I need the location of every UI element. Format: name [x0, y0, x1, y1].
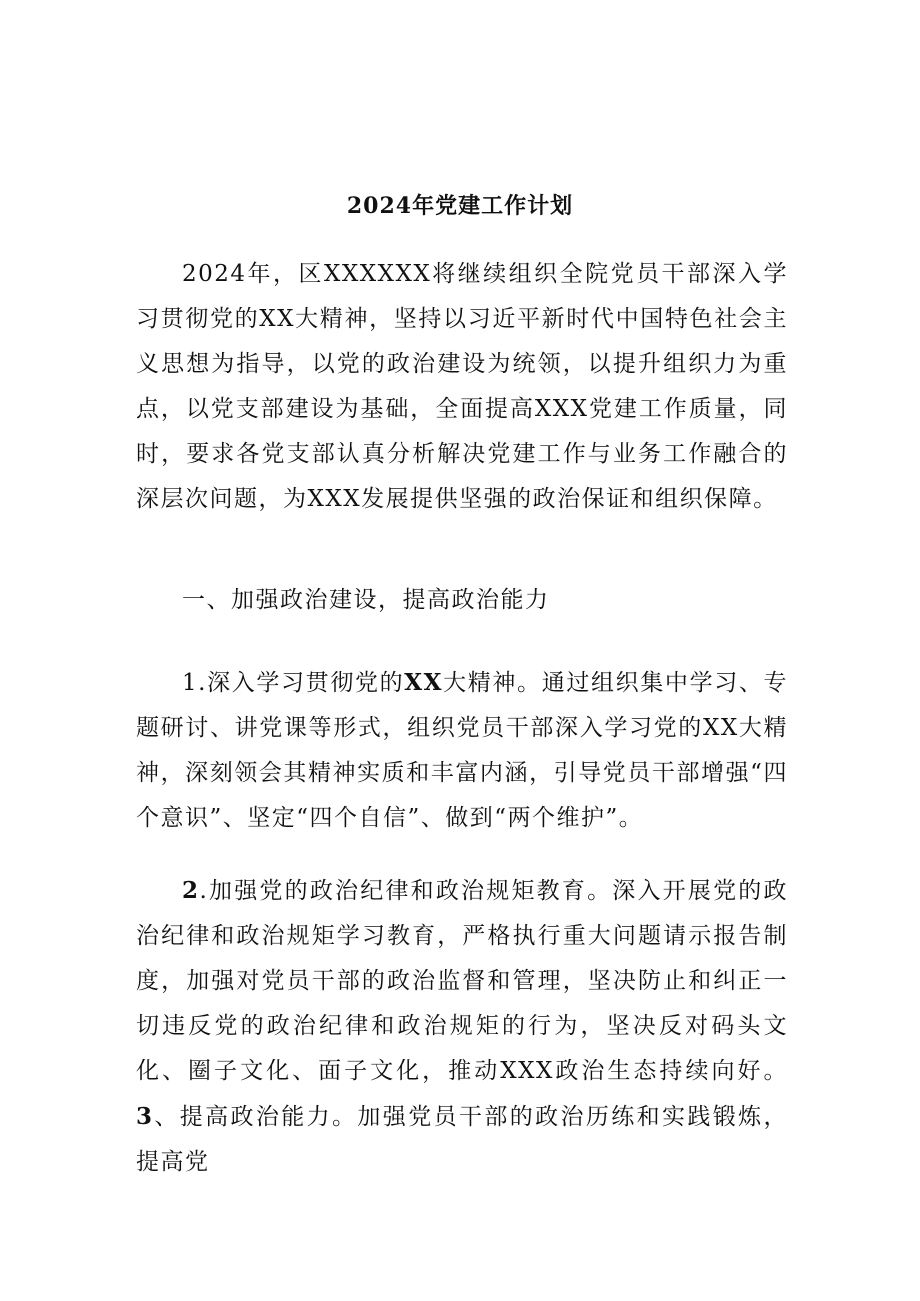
- item-1-lead-bold: XX: [404, 669, 443, 696]
- item-1-paragraph: [136, 660, 788, 841]
- document-title: 2024年党建工作计划: [346, 193, 574, 219]
- item-1-number: 1.: [182, 670, 207, 696]
- item-1-body: 大精神。通过组织集中学习、专题研讨、讲党课等形式，组织党员干部深入学习党的XX大精神，深刻领会其精神实质和丰富内涵，引导党员干部增强“四个意识”、坚定“四个自信”、做到“两个维护”。: [136, 670, 789, 831]
- item-2-paragraph: [136, 868, 788, 1185]
- item-3-body: 、提高政治能力。加强党员干部的政治历练和实践锻炼，提高党: [136, 1104, 788, 1175]
- item-1-lead: 深入学习贯彻党的: [206, 670, 405, 696]
- item-2-number: 2: [182, 877, 200, 904]
- item-3-number: 3: [136, 1103, 154, 1130]
- item-2-body: .加强党的政治纪律和政治规矩教育。深入开展党的政治纪律和政治规矩学习教育，严格执行重大问题请示报告制度，加强对党员干部的政治监督和管理，坚决防止和纠正一切违反党的政治纪律和政治规矩的行为，坚决反对码头文化、圈子文化、面子文化，推动XXX政治生态持续向好。: [136, 878, 788, 1084]
- section-heading-1: 一、加强政治建设，提高政治能力: [182, 587, 550, 613]
- intro-paragraph: 2024年，区XXXXXX将继续组织全院党员干部深入学习贯彻党的XX大精神，坚持以习近平新时代中国特色社会主义思想为指导，以党的政治建设为统领，以提升组织力为重点，以党支部建设为基础，全面提高XXX党建工作质量，同时，要求各党支部认真分析解决党建工作与业务工作融合的深层次问题，为XXX发展提供坚强的政治保证和组织保障。: [136, 261, 788, 512]
